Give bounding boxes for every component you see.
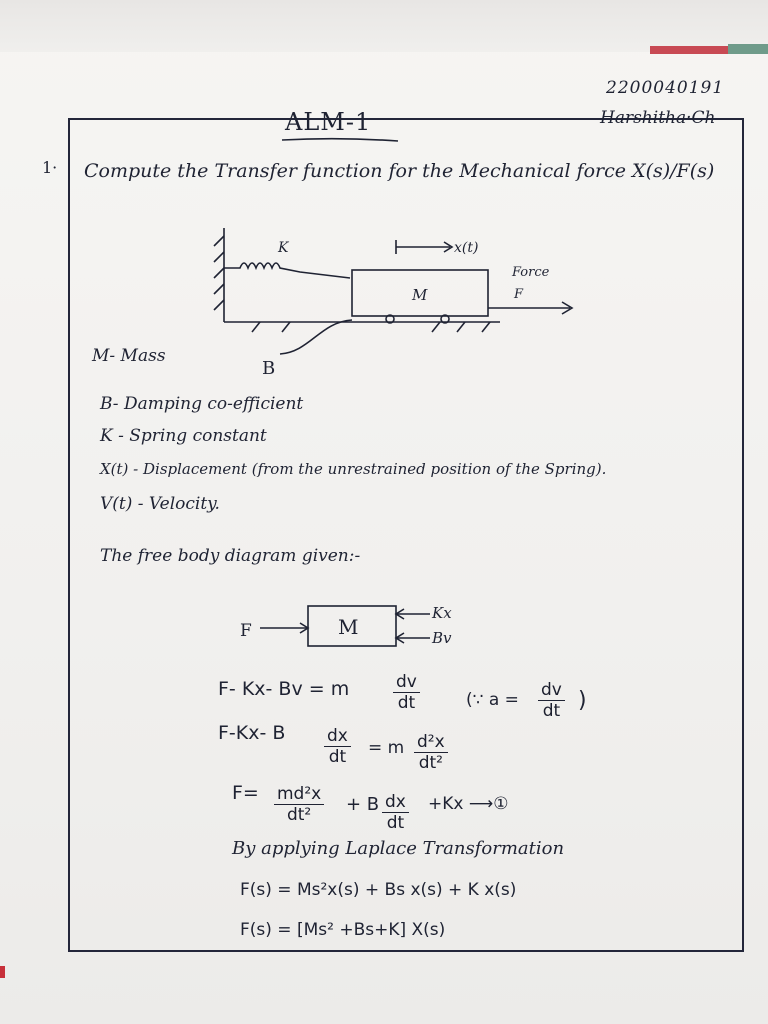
eq3-fraction-1: [274, 784, 324, 825]
eq2-mid: = m: [368, 738, 405, 758]
fbd-force-label: F: [240, 621, 252, 641]
displacement-label: x(t): [454, 240, 479, 256]
definition-velocity: V(t) - Velocity.: [100, 494, 220, 514]
laplace-statement: By applying Laplace Transformation: [232, 838, 565, 859]
free-body-diagram: [230, 596, 490, 656]
eq2-denominator-2: dt²: [414, 752, 448, 773]
page-title: ALM-1: [285, 108, 372, 136]
eq3-numerator-2: dx: [385, 792, 406, 812]
fbd-mass-label: M: [338, 615, 359, 639]
green-tab-mark: [728, 44, 768, 54]
mechanical-system-figure: [200, 222, 590, 362]
eq1-note-fraction: [538, 680, 565, 721]
fbd-damper-force: Bv: [432, 629, 452, 647]
eq3-mid: + B: [346, 794, 380, 815]
eq3-denominator-2: dt: [382, 812, 409, 833]
definition-displacement: X(t) - Displacement (from the unrestrained position of the Spring).: [100, 460, 607, 478]
eq1-note-lhs: (∵ a =: [466, 690, 519, 710]
student-name: Harshitha·Ch: [600, 108, 716, 128]
fbd-spring-force: Kx: [432, 604, 452, 622]
fbd-intro: The free body diagram given:-: [100, 546, 361, 566]
spring-label: K: [278, 240, 289, 256]
eq1-denominator: dt: [393, 692, 420, 713]
eq5: F(s) = [Ms² +Bs+K] X(s): [240, 920, 446, 940]
eq2-denominator-1: dt: [324, 746, 351, 767]
eq3-numerator-1: md²x: [277, 784, 322, 804]
definition-mass: M- Mass: [92, 346, 166, 366]
eq1-note-close: ): [578, 688, 587, 713]
damper-label: B: [262, 358, 276, 379]
title-underline: [280, 136, 400, 144]
definition-spring: K - Spring constant: [100, 426, 267, 446]
eq3-denominator-1: dt²: [274, 804, 324, 825]
mass-label: M: [412, 286, 428, 304]
eq1-note-numerator: dv: [541, 680, 562, 700]
force-symbol: F: [514, 287, 524, 302]
eq2-fraction-1: [324, 726, 351, 767]
question-text: Compute the Transfer function for the Mechanical force X(s)/F(s): [84, 160, 715, 182]
eq1-lhs: F- Kx- Bv = m: [218, 678, 350, 700]
eq3-fraction-2: [382, 792, 409, 833]
top-edge: [0, 0, 768, 52]
question-number: 1·: [42, 158, 58, 177]
eq3-lhs: F=: [232, 782, 259, 804]
eq4: F(s) = Ms²x(s) + Bs x(s) + K x(s): [240, 880, 517, 900]
eq2-numerator-1: dx: [327, 726, 348, 746]
left-edge-mark: [0, 966, 5, 978]
eq2-fraction-2: [414, 732, 448, 773]
force-label: Force: [512, 265, 550, 280]
eq1-note-denominator: dt: [538, 700, 565, 721]
eq2-numerator-2: d²x: [417, 732, 445, 752]
roll-number: 2200040191: [606, 78, 725, 98]
definition-damping: B- Damping co-efficient: [100, 394, 304, 414]
eq2-lhs: F-Kx- B: [218, 722, 286, 744]
eq3-tail: +Kx ⟶①: [428, 794, 509, 814]
eq1-numerator: dv: [396, 672, 417, 692]
eq1-fraction: [393, 672, 420, 713]
